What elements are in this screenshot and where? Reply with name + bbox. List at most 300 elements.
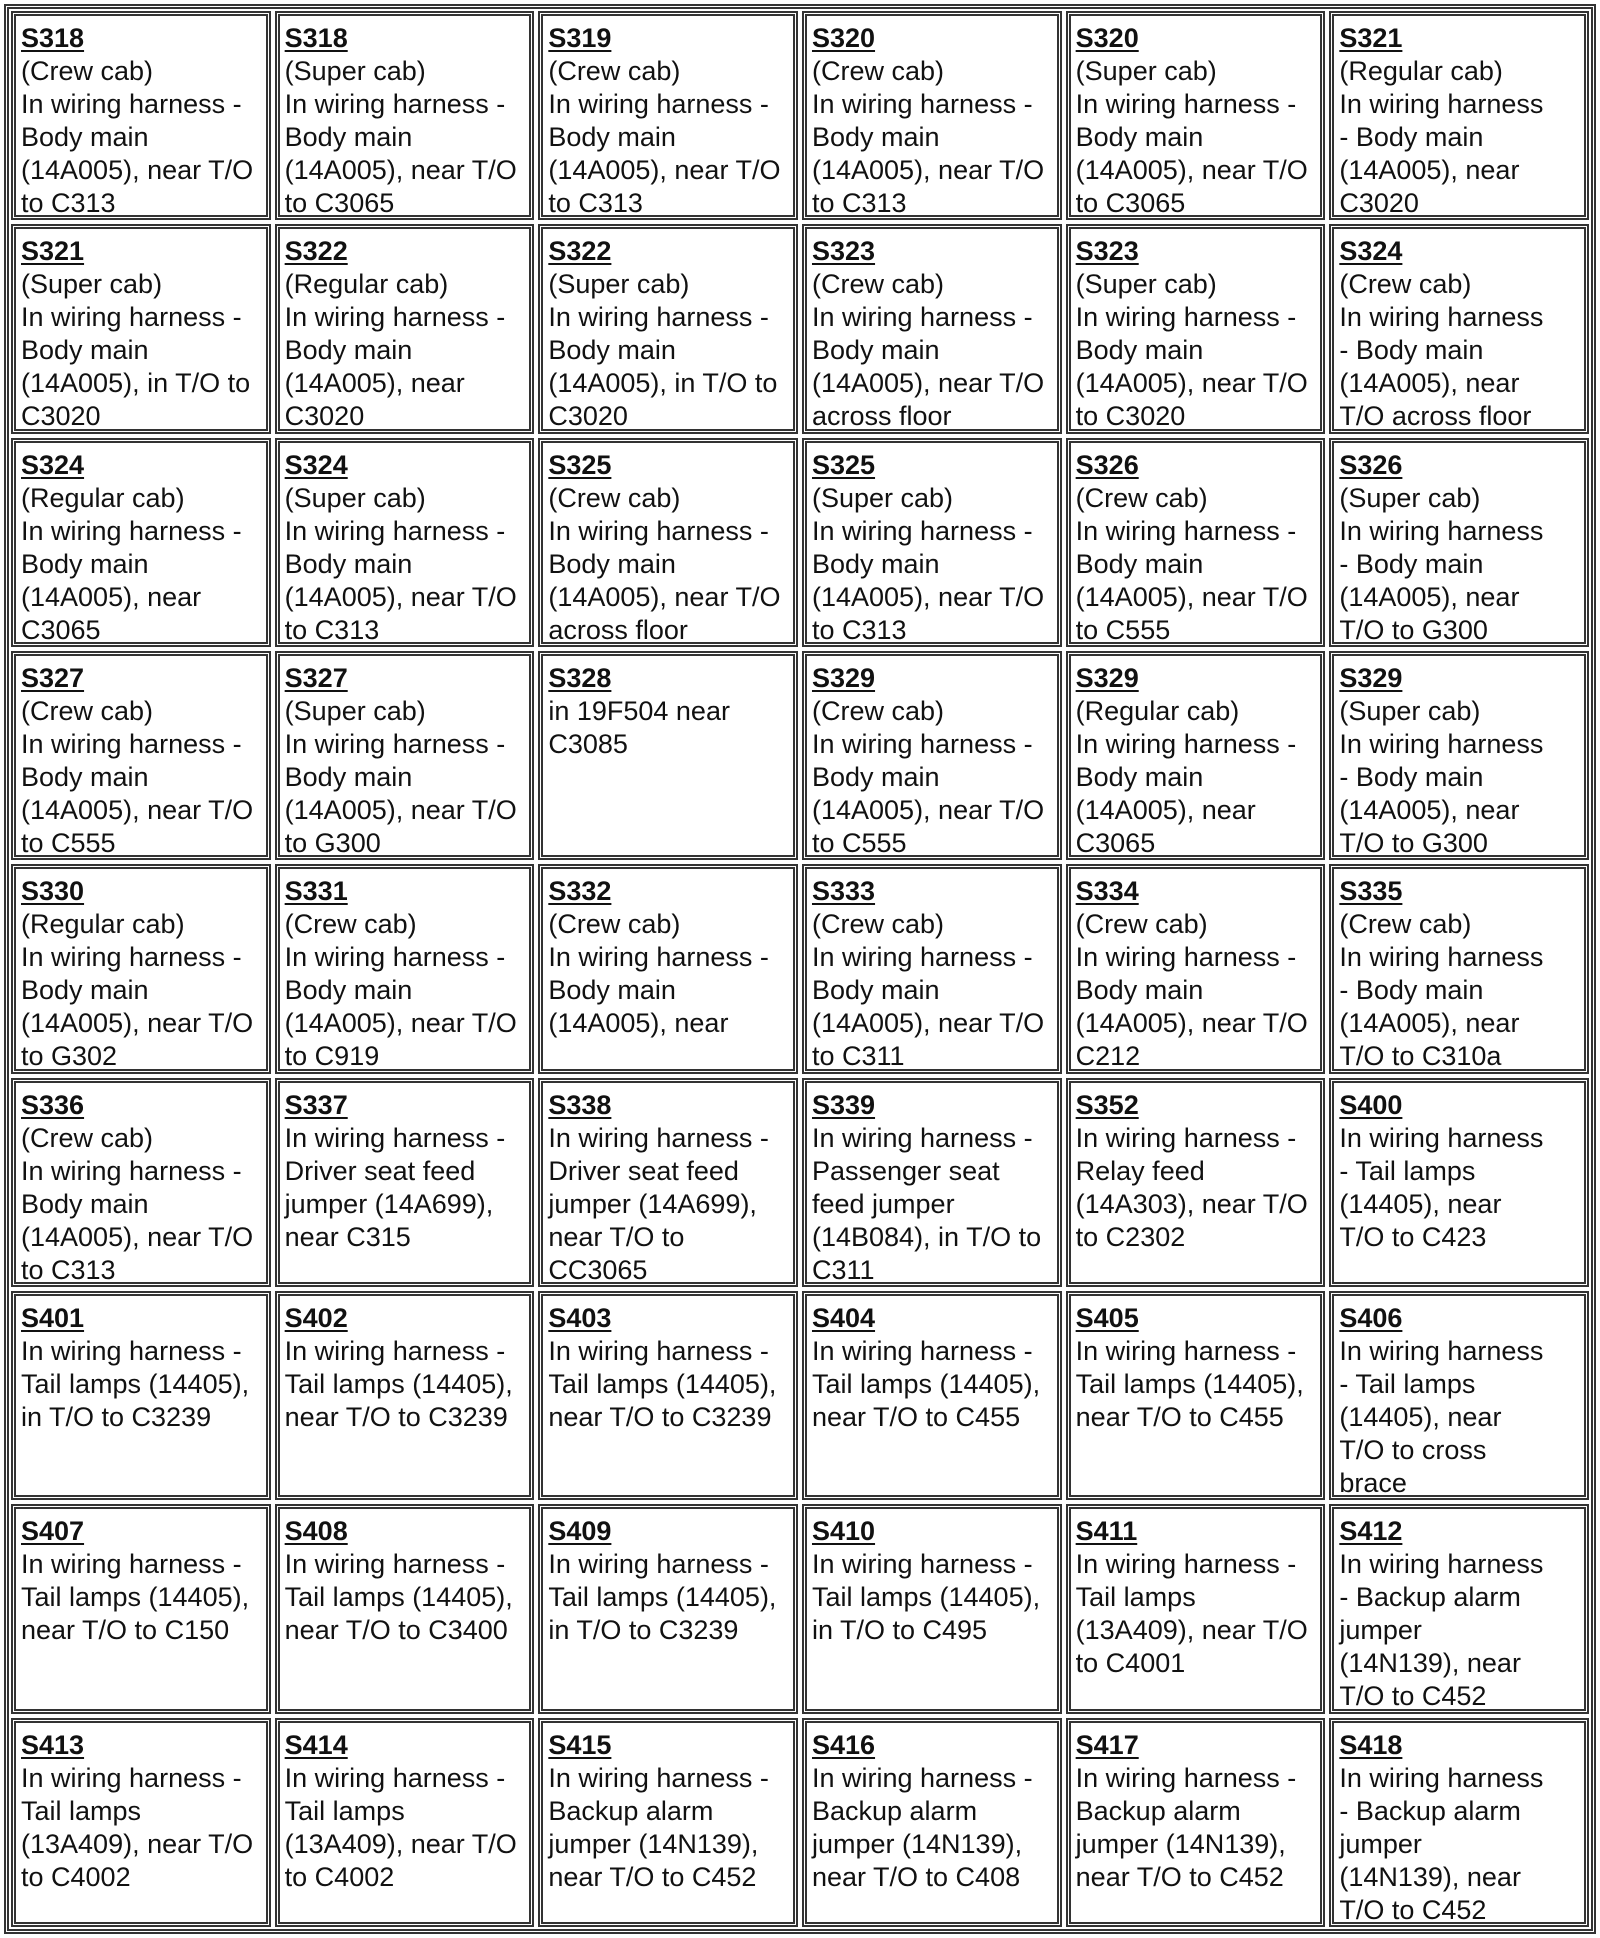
splice-cell	[802, 1078, 1062, 1287]
splice-code: S412	[1339, 1516, 1403, 1547]
splice-code: S322	[284, 236, 348, 267]
splice-description-line: In wiring harness -	[811, 1762, 1033, 1793]
splice-cell	[11, 1504, 271, 1713]
splice-description-line: (14405), near	[1339, 1188, 1502, 1219]
splice-cell	[1066, 1078, 1326, 1287]
splice-description-line: In wiring harness -	[548, 1335, 769, 1366]
splice-description-line: - Tail lamps	[1339, 1155, 1476, 1186]
splice-description-line: (14A005), near T/O	[21, 1008, 254, 1039]
splice-code: S324	[1339, 236, 1403, 267]
splice-cell	[275, 438, 535, 647]
splice-description-line: Tail lamps (14405),	[21, 1368, 250, 1399]
splice-description-line: to C313	[811, 188, 907, 218]
splice-code: S334	[1075, 876, 1139, 907]
splice-code: S325	[811, 449, 876, 480]
splice-description-line: Tail lamps (14405),	[811, 1582, 1041, 1613]
splice-code: S328	[548, 662, 612, 693]
splice-description-line: Body main	[21, 548, 149, 579]
splice-code: S326	[1075, 449, 1139, 480]
splice-description-line: - Body main	[1339, 548, 1484, 579]
splice-description-line: In wiring harness -	[21, 1549, 242, 1580]
splice-description-line: (Crew cab)	[811, 269, 945, 300]
splice-cell	[802, 438, 1062, 647]
splice-description-line: jumper (14N139),	[811, 1828, 1023, 1859]
splice-description-line: to C313	[21, 1254, 116, 1285]
splice-description-line: In wiring harness -	[1075, 728, 1297, 759]
splice-description-line: Body main	[21, 975, 149, 1006]
splice-description-line: Body main	[284, 122, 413, 152]
splice-description-line: T/O to C310a	[1339, 1041, 1502, 1072]
splice-description-line: In wiring harness	[1339, 942, 1544, 973]
splice-code: S323	[811, 236, 876, 267]
splice-description-line: C3065	[21, 614, 101, 645]
splice-description-line: - Body main	[1339, 335, 1484, 366]
splice-code: S320	[1075, 23, 1139, 53]
splice-description-line: Body main	[548, 975, 676, 1006]
splice-description-line: to C313	[811, 614, 907, 645]
splice-description-line: In wiring harness	[1339, 1549, 1544, 1580]
splice-description-line: - Body main	[1339, 975, 1484, 1006]
splice-description-line: In wiring harness -	[284, 1122, 506, 1153]
splice-description-line: In wiring harness	[1339, 1335, 1544, 1366]
splice-description-line: to C313	[548, 188, 643, 218]
splice-cell	[538, 651, 798, 860]
splice-description-line: Driver seat feed	[284, 1155, 476, 1186]
splice-description-line: (13A409), near T/O	[1075, 1615, 1308, 1646]
splice-description-line: Tail lamps (14405),	[548, 1582, 777, 1613]
splice-description-line: In wiring harness -	[548, 1762, 769, 1793]
splice-description-line: to C2302	[1075, 1221, 1186, 1252]
splice-description-line: Tail lamps	[21, 1795, 142, 1826]
splice-description-line: (Super cab)	[811, 482, 954, 513]
splice-cell	[275, 11, 535, 220]
splice-description-line: In wiring harness	[1339, 302, 1544, 333]
splice-description-line: (14A005), near T/O	[811, 794, 1045, 825]
splice-description-line: CC3065	[548, 1254, 648, 1285]
splice-cell	[1066, 864, 1326, 1073]
splice-description-line: Body main	[21, 122, 149, 152]
splice-code: S401	[21, 1302, 85, 1333]
splice-description-line: (14A005), near T/O	[21, 794, 254, 825]
splice-description-line: T/O to C423	[1339, 1221, 1487, 1252]
splice-description-line: near T/O to C455	[811, 1401, 1021, 1432]
splice-description-line: (Regular cab)	[1339, 56, 1503, 86]
splice-description-line: (14N139), near	[1339, 1648, 1521, 1679]
splice-code: S321	[1339, 23, 1403, 53]
splice-cell	[1066, 438, 1326, 647]
splice-description-line: (Crew cab)	[1075, 909, 1208, 940]
splice-cell	[275, 1078, 535, 1287]
splice-description-line: (Super cab)	[284, 695, 426, 726]
splice-description-line: In wiring harness -	[1075, 1335, 1297, 1366]
splice-description-line: In wiring harness -	[811, 728, 1033, 759]
splice-cell	[1066, 1291, 1326, 1500]
splice-description-line: Tail lamps (14405),	[548, 1368, 777, 1399]
splice-description-line: T/O to G300	[1339, 614, 1488, 645]
splice-description-line: (14A005), near	[284, 368, 465, 399]
splice-description-line: In wiring harness	[1339, 728, 1544, 759]
splice-description-line: (14A005), near T/O	[811, 1008, 1045, 1039]
splice-description-line: Tail lamps (14405),	[1075, 1368, 1304, 1399]
splice-code: S404	[811, 1302, 876, 1333]
splice-description-line: Tail lamps (14405),	[284, 1582, 513, 1613]
splice-description-line: Tail lamps (14405),	[284, 1368, 513, 1399]
splice-description-line: Tail lamps (14405),	[21, 1582, 250, 1613]
splice-description-line: (Super cab)	[548, 269, 690, 300]
splice-description-line: (14A005), near	[1339, 581, 1520, 612]
splice-code: S319	[548, 23, 612, 53]
splice-cell	[1329, 224, 1589, 433]
splice-description-line: In wiring harness -	[811, 1122, 1033, 1153]
splice-description-line: T/O to cross	[1339, 1434, 1487, 1465]
splice-description-line: (Crew cab)	[1075, 482, 1208, 513]
splice-description-line: (14A303), near T/O	[1075, 1188, 1308, 1219]
splice-description-line: In wiring harness -	[1075, 89, 1297, 119]
splice-code: S413	[21, 1729, 85, 1760]
splice-description-line: (14A005), near T/O	[1075, 581, 1308, 612]
splice-code: S324	[21, 449, 85, 480]
splice-code: S411	[1075, 1516, 1138, 1547]
splice-code: S325	[548, 449, 612, 480]
splice-description-line: (14A005), in T/O to	[21, 368, 251, 399]
splice-code: S338	[548, 1089, 612, 1120]
splice-description-line: Body main	[284, 335, 413, 366]
splice-cell	[1329, 11, 1589, 220]
splice-cell	[538, 864, 798, 1073]
splice-description-line: Body main	[1075, 122, 1204, 152]
splice-description-line: In wiring harness -	[1075, 515, 1297, 546]
splice-description-line: (Super cab)	[21, 269, 163, 300]
splice-description-line: near C315	[284, 1221, 411, 1252]
splice-description-line: (14B084), in T/O to	[811, 1221, 1042, 1252]
splice-code: S418	[1339, 1729, 1403, 1760]
splice-cell	[1329, 1504, 1589, 1713]
splice-description-line: Body main	[1075, 335, 1204, 366]
splice-description-line: In wiring harness	[1339, 89, 1544, 119]
splice-description-line: In wiring harness -	[548, 515, 769, 546]
splice-description-line: (14A005), near T/O	[21, 1221, 254, 1252]
splice-description-line: to C4001	[1075, 1648, 1186, 1679]
splice-description-line: (14A005), near T/O	[284, 155, 517, 185]
splice-description-line: (Regular cab)	[284, 269, 449, 300]
splice-code: S327	[21, 662, 85, 693]
splice-description-line: In wiring harness -	[811, 89, 1033, 119]
splice-description-line: Body main	[1075, 548, 1204, 579]
splice-description-line: In wiring harness	[1339, 1762, 1544, 1793]
splice-description-line: feed jumper	[811, 1188, 955, 1219]
splice-cell	[538, 1291, 798, 1500]
splice-code: S330	[21, 876, 85, 907]
splice-cell	[11, 438, 271, 647]
splice-cell	[275, 651, 535, 860]
splice-description-line: In wiring harness -	[21, 728, 242, 759]
splice-description-line: in T/O to C3239	[21, 1401, 212, 1432]
splice-description-line: C212	[1075, 1041, 1141, 1072]
splice-description-line: In wiring harness -	[21, 89, 242, 119]
splice-cell	[275, 1291, 535, 1500]
splice-code: S332	[548, 876, 612, 907]
splice-description-line: Backup alarm	[811, 1795, 978, 1826]
splice-description-line: In wiring harness -	[811, 942, 1033, 973]
splice-description-line: In wiring harness -	[21, 302, 242, 333]
splice-code: S318	[21, 23, 85, 53]
splice-description-line: to C4002	[284, 1861, 395, 1892]
splice-cell	[11, 1718, 271, 1927]
splice-description-line: C3020	[284, 401, 365, 432]
splice-code: S322	[548, 236, 612, 267]
splice-cell	[802, 651, 1062, 860]
splice-description-line: near T/O to C3239	[548, 1401, 772, 1432]
splice-code: S400	[1339, 1089, 1403, 1120]
splice-description-line: jumper (14A699),	[284, 1188, 494, 1219]
splice-description-line: (Super cab)	[1075, 56, 1217, 86]
splice-description-line: In wiring harness	[1339, 1122, 1544, 1153]
splice-description-line: near T/O to C455	[1075, 1401, 1284, 1432]
splice-description-line: In wiring harness -	[1075, 1122, 1297, 1153]
splice-cell	[11, 864, 271, 1073]
splice-cell	[11, 11, 271, 220]
splice-cell	[1066, 224, 1326, 433]
splice-code: S320	[811, 23, 876, 53]
splice-description-line: C3085	[548, 728, 628, 759]
splice-description-line: across floor	[811, 401, 952, 432]
splice-cell	[802, 1504, 1062, 1713]
splice-description-line: (Crew cab)	[811, 56, 945, 86]
splice-description-line: jumper (14N139),	[1075, 1828, 1286, 1859]
splice-cell	[1329, 1078, 1589, 1287]
splice-code: S405	[1075, 1302, 1139, 1333]
splice-description-line: Body main	[21, 335, 149, 366]
splice-code: S321	[21, 236, 85, 267]
splice-description-line: (14405), near	[1339, 1401, 1502, 1432]
splice-code: S324	[284, 449, 348, 480]
splice-description-line: Body main	[284, 548, 413, 579]
splice-description-line: In wiring harness -	[21, 942, 242, 973]
splice-description-line: (14A005), near	[1339, 794, 1520, 825]
splice-cell	[11, 651, 271, 860]
splice-description-line: (14A005), near T/O	[284, 581, 517, 612]
splice-code: S337	[284, 1089, 348, 1120]
splice-description-line: in T/O to C495	[811, 1615, 988, 1646]
splice-description-line: near T/O to C408	[811, 1861, 1021, 1892]
splice-description-line: Body main	[548, 548, 676, 579]
splice-cell	[538, 11, 798, 220]
splice-description-line: to C311	[811, 1041, 905, 1072]
splice-description-line: (14A005), near T/O	[548, 581, 781, 612]
splice-cell	[802, 1291, 1062, 1500]
splice-code: S331	[284, 876, 348, 907]
splice-description-line: In wiring harness -	[548, 1549, 769, 1580]
splice-description-line: (14A005), near	[1339, 368, 1520, 399]
splice-description-line: Body main	[21, 1188, 149, 1219]
splice-description-line: Body main	[811, 335, 940, 366]
splice-description-line: (Crew cab)	[1339, 269, 1472, 300]
splice-description-line: (Regular cab)	[21, 482, 185, 513]
splice-cell	[275, 1718, 535, 1927]
splice-description-line: (Crew cab)	[548, 482, 681, 513]
splice-description-line: In wiring harness	[1339, 515, 1544, 546]
splice-code: S402	[284, 1302, 348, 1333]
splice-description-line: Body main	[1075, 975, 1204, 1006]
splice-code: S327	[284, 662, 348, 693]
splice-description-line: Passenger seat	[811, 1155, 1000, 1186]
splice-description-line: (Super cab)	[1075, 269, 1217, 300]
splice-code: S417	[1075, 1729, 1139, 1760]
splice-description-line: C3020	[1339, 188, 1419, 218]
splice-description-line: In wiring harness -	[284, 1762, 506, 1793]
splice-cell	[802, 11, 1062, 220]
splice-cell	[1329, 651, 1589, 860]
splice-cell	[1066, 1718, 1326, 1927]
splice-description-line: near T/O to C150	[21, 1615, 230, 1646]
splice-description-line: C3020	[21, 401, 101, 432]
splice-description-line: (14A005), in T/O to	[548, 368, 778, 399]
splice-code: S410	[811, 1516, 876, 1547]
splice-code: S352	[1075, 1089, 1139, 1120]
splice-cell	[538, 1078, 798, 1287]
splice-description-line: (14A005), near	[548, 1008, 729, 1039]
splice-description-line: to C3065	[284, 188, 395, 218]
splice-description-line: (13A409), near T/O	[21, 1828, 254, 1859]
splice-cell	[1066, 1504, 1326, 1713]
splice-location-table	[4, 4, 1596, 1934]
splice-cell	[1329, 1291, 1589, 1500]
splice-description-line: (13A409), near T/O	[284, 1828, 517, 1859]
splice-description-line: (Crew cab)	[548, 56, 681, 86]
splice-description-line: In wiring harness -	[1075, 1762, 1297, 1793]
splice-code: S409	[548, 1516, 612, 1547]
splice-description-line: - Tail lamps	[1339, 1368, 1476, 1399]
splice-code: S335	[1339, 876, 1403, 907]
splice-description-line: In wiring harness -	[284, 1335, 506, 1366]
splice-description-line: - Backup alarm	[1339, 1582, 1521, 1613]
splice-description-line: C3065	[1075, 827, 1156, 858]
splice-description-line: (Crew cab)	[811, 695, 945, 726]
splice-cell	[802, 864, 1062, 1073]
splice-description-line: In wiring harness -	[811, 1335, 1033, 1366]
splice-description-line: In wiring harness -	[548, 942, 769, 973]
splice-description-line: (Crew cab)	[21, 56, 154, 86]
splice-description-line: to G300	[284, 827, 381, 858]
splice-code: S415	[548, 1729, 612, 1760]
splice-description-line: Backup alarm	[1075, 1795, 1241, 1826]
splice-description-line: (14A005), near	[21, 581, 202, 612]
splice-description-line: (Crew cab)	[1339, 909, 1472, 940]
splice-cell	[802, 224, 1062, 433]
splice-description-line: C311	[811, 1254, 875, 1285]
splice-description-line: In wiring harness -	[1075, 942, 1297, 973]
splice-cell	[11, 1291, 271, 1500]
splice-description-line: Tail lamps (14405),	[811, 1368, 1041, 1399]
splice-description-line: - Body main	[1339, 761, 1484, 792]
splice-description-line: T/O across floor	[1339, 401, 1532, 432]
splice-description-line: (Crew cab)	[21, 1122, 154, 1153]
splice-description-line: T/O to G300	[1339, 827, 1488, 858]
splice-cell	[11, 1078, 271, 1287]
splice-description-line: (Super cab)	[1339, 695, 1481, 726]
splice-grid	[9, 9, 1591, 1929]
splice-code: S336	[21, 1089, 85, 1120]
splice-cell	[538, 438, 798, 647]
splice-description-line: to C555	[1075, 614, 1171, 645]
splice-description-line: In wiring harness -	[284, 302, 506, 333]
splice-description-line: Tail lamps	[284, 1795, 405, 1826]
splice-description-line: In wiring harness -	[1075, 1549, 1297, 1580]
splice-description-line: In wiring harness -	[284, 515, 506, 546]
splice-description-line: (14A005), near T/O	[811, 581, 1045, 612]
splice-description-line: C3020	[548, 401, 628, 432]
splice-description-line: Backup alarm	[548, 1795, 714, 1826]
splice-description-line: (14A005), near T/O	[811, 155, 1045, 185]
splice-description-line: Body main	[284, 761, 413, 792]
splice-code: S329	[1075, 662, 1139, 693]
splice-cell	[11, 224, 271, 433]
splice-description-line: jumper (14N139),	[548, 1828, 759, 1859]
splice-description-line: (Crew cab)	[284, 909, 417, 940]
splice-description-line: In wiring harness -	[284, 1549, 506, 1580]
splice-description-line: jumper (14A699),	[548, 1188, 757, 1219]
splice-cell	[275, 224, 535, 433]
splice-cell	[538, 1718, 798, 1927]
splice-description-line: In wiring harness -	[548, 302, 769, 333]
splice-description-line: In wiring harness -	[811, 302, 1033, 333]
splice-description-line: In wiring harness -	[284, 89, 506, 119]
splice-code: S408	[284, 1516, 348, 1547]
splice-code: S329	[811, 662, 876, 693]
splice-code: S406	[1339, 1302, 1403, 1333]
splice-description-line: In wiring harness -	[811, 1549, 1033, 1580]
splice-code: S329	[1339, 662, 1403, 693]
splice-description-line: In wiring harness -	[548, 1122, 769, 1153]
splice-cell	[1066, 651, 1326, 860]
splice-cell	[538, 1504, 798, 1713]
splice-description-line: In wiring harness -	[21, 1762, 242, 1793]
splice-description-line: (14A005), near T/O	[548, 155, 781, 185]
splice-description-line: Body main	[811, 761, 940, 792]
splice-description-line: (14A005), near T/O	[284, 1008, 517, 1039]
splice-description-line: in 19F504 near	[548, 695, 730, 726]
splice-description-line: near T/O to C3400	[284, 1615, 508, 1646]
splice-description-line: - Backup alarm	[1339, 1795, 1521, 1826]
splice-code: S416	[811, 1729, 876, 1760]
splice-code: S403	[548, 1302, 612, 1333]
splice-description-line: In wiring harness -	[548, 89, 769, 119]
splice-code: S333	[811, 876, 876, 907]
splice-description-line: (Super cab)	[284, 482, 426, 513]
splice-description-line: In wiring harness -	[21, 515, 242, 546]
splice-description-line: (Crew cab)	[548, 909, 681, 940]
splice-description-line: to C555	[21, 827, 116, 858]
splice-description-line: (14A005), near T/O	[21, 155, 254, 185]
splice-description-line: to C3020	[1075, 401, 1186, 432]
splice-description-line: to G302	[21, 1041, 118, 1072]
splice-description-line: In wiring harness -	[1075, 302, 1297, 333]
splice-description-line: Body main	[1075, 761, 1204, 792]
splice-description-line: (14A005), near T/O	[1075, 1008, 1308, 1039]
splice-description-line: near T/O to C452	[548, 1861, 757, 1892]
splice-description-line: (Super cab)	[1339, 482, 1481, 513]
splice-description-line: to C313	[284, 614, 380, 645]
splice-description-line: In wiring harness -	[811, 515, 1033, 546]
splice-description-line: In wiring harness -	[284, 942, 506, 973]
splice-description-line: Body main	[811, 548, 940, 579]
splice-description-line: to C3065	[1075, 188, 1186, 218]
splice-cell	[1329, 438, 1589, 647]
splice-code: S339	[811, 1089, 876, 1120]
splice-code: S318	[284, 23, 348, 53]
splice-description-line: (14A005), near T/O	[1075, 155, 1308, 185]
splice-description-line: brace	[1339, 1467, 1407, 1498]
